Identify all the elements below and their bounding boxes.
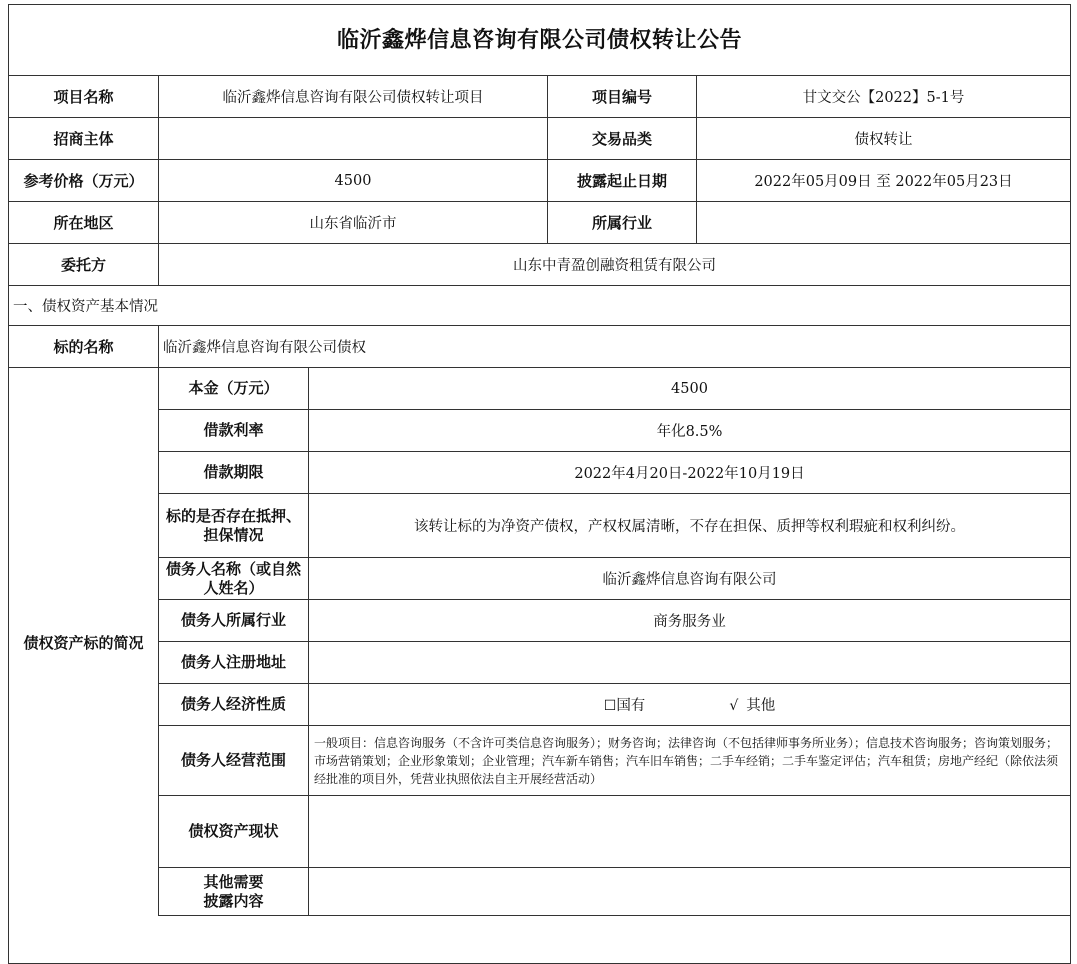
debtor-label: 债务人名称（或自然人姓名） (159, 558, 309, 599)
pledge-row (159, 494, 1070, 558)
investor-label: 招商主体 (9, 118, 159, 159)
period-label: 披露起止日期 (548, 160, 697, 201)
checkbox-empty-icon: ☐ (603, 698, 617, 714)
debtor-industry-label: 债务人所属行业 (159, 600, 309, 641)
nature-row (159, 684, 1070, 726)
project-no-value: 甘文交公【2022】5-1号 (802, 90, 965, 106)
page-title: 临沂鑫烨信息咨询有限公司债权转让公告 (9, 5, 1070, 76)
rate-label: 借款利率 (159, 410, 309, 451)
debtor-industry-row (159, 600, 1070, 642)
announcement-table (8, 4, 1071, 964)
pledge-label: 标的是否存在抵押、担保情况 (159, 494, 309, 557)
term-value: 2022年4月20日-2022年10月19日 (574, 466, 805, 482)
summary-rows (159, 368, 1070, 916)
scope-label: 债务人经营范围 (159, 726, 309, 795)
status-row (159, 796, 1070, 868)
project-name-value: 临沂鑫烨信息咨询有限公司债权转让项目 (159, 76, 548, 117)
client-label: 委托方 (9, 244, 159, 285)
row-region (9, 202, 1070, 244)
principal-value: 4500 (671, 380, 708, 397)
address-label: 债务人注册地址 (159, 642, 309, 683)
nature-other-option (729, 694, 775, 715)
term-label: 借款期限 (159, 452, 309, 493)
row-client (9, 244, 1070, 286)
target-label: 标的名称 (9, 326, 159, 367)
region-label: 所在地区 (9, 202, 159, 243)
price-value: 4500 (159, 160, 548, 201)
address-value (309, 642, 1070, 683)
period-value: 2022年05月09日 至 2022年05月23日 (754, 174, 1013, 190)
row-target (9, 326, 1070, 368)
nature-state-option (604, 694, 646, 715)
address-row (159, 642, 1070, 684)
nature-label: 债务人经济性质 (159, 684, 309, 725)
nature-other-label: 其他 (746, 698, 776, 714)
region-value: 山东省临沂市 (159, 202, 548, 243)
row-project (9, 76, 1070, 118)
price-label: 参考价格（万元） (9, 160, 159, 201)
principal-row (159, 368, 1070, 410)
other-value (309, 868, 1070, 915)
pledge-value: 该转让标的为净资产债权，产权权属清晰，不存在担保、质押等权利瑕疵和权利纠纷。 (414, 519, 965, 535)
other-row (159, 868, 1070, 916)
industry-label: 所属行业 (548, 202, 697, 243)
nature-value (309, 684, 1070, 725)
summary-block (9, 368, 1070, 916)
term-row (159, 452, 1070, 494)
target-value: 临沂鑫烨信息咨询有限公司债权 (163, 340, 366, 356)
category-value: 债权转让 (854, 132, 913, 148)
project-name-label: 项目名称 (9, 76, 159, 117)
status-label: 债权资产现状 (159, 796, 309, 867)
investor-value (159, 118, 548, 159)
scope-row (159, 726, 1070, 796)
row-price (9, 160, 1070, 202)
other-label (159, 868, 309, 915)
other-label-line-2: 披露内容 (203, 891, 264, 910)
industry-value (697, 202, 1070, 243)
rate-value: 年化8.5% (656, 424, 723, 440)
category-label: 交易品类 (548, 118, 697, 159)
client-value: 山东中青盈创融资租赁有限公司 (513, 258, 716, 274)
nature-state-label: 国有 (616, 698, 646, 714)
principal-label: 本金（万元） (159, 368, 309, 409)
rate-row (159, 410, 1070, 452)
debtor-value: 临沂鑫烨信息咨询有限公司 (602, 572, 777, 588)
scope-value: 一般项目：信息咨询服务（不含许可类信息咨询服务）；财务咨询；法律咨询（不包括律师事务所业务）；信息技术咨询服务；咨询策划服务；市场营销策划；企业形象策划；企业管理；汽车新车销售；汽车旧车销售；二手车经销；二手车鉴定评估；汽车租赁；房地产经纪（除依法须经批准的项目外，凭营业执照依法自主开展经营活动） (314, 735, 1059, 786)
check-mark-icon: √ (729, 698, 739, 714)
debtor-row (159, 558, 1070, 600)
section-heading: 一、债权资产基本情况 (9, 286, 1070, 326)
project-no-label: 项目编号 (548, 76, 697, 117)
summary-label: 债权资产标的简况 (9, 368, 159, 916)
other-label-line-1: 其他需要 (203, 872, 264, 891)
row-investor (9, 118, 1070, 160)
debtor-industry-value: 商务服务业 (653, 614, 726, 630)
status-value (309, 796, 1070, 867)
